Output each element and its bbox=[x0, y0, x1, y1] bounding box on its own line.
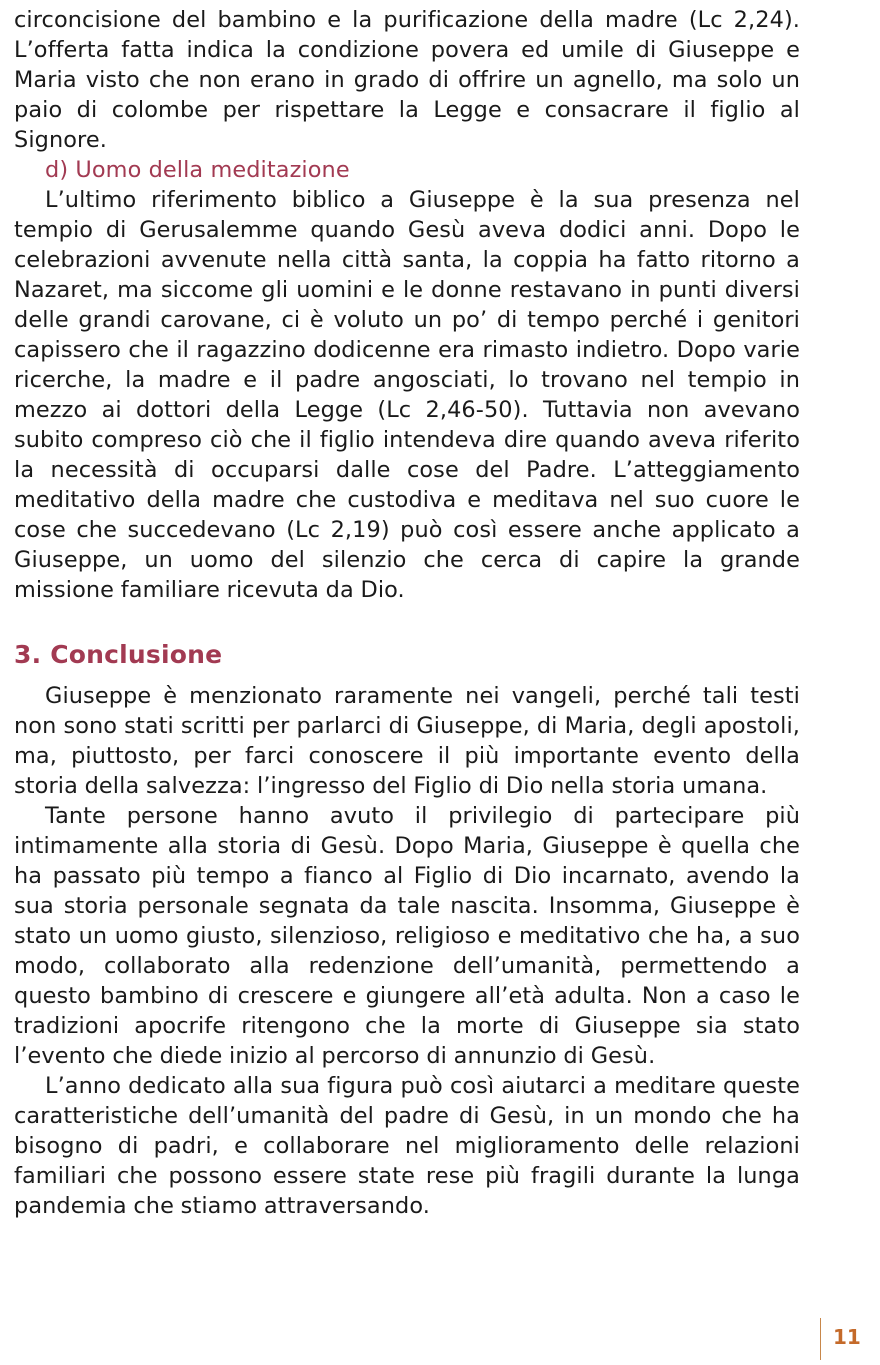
paragraph-intro: circoncisione del bambino e la purificazione della madre (Lc 2,24). L’offerta fatta indica la condizione povera ed umile di Giuseppe e Maria visto che non erano in grado di offrire un agnello, ma solo un paio di colombe per rispettare la Legge e consacrare il figlio al Signore. bbox=[14, 7, 800, 153]
subheading-meditazione: d) Uomo della meditazione bbox=[45, 157, 350, 183]
page-number: 11 bbox=[833, 1325, 861, 1349]
paragraph-conclusione-1: Giuseppe è menzionato raramente nei vangeli, perché tali testi non sono stati scritti per parlarci di Giuseppe, di Maria, degli apostoli, ma, piuttosto, per farci conoscere il più importante evento della storia della salvezza: l’ingresso del Figlio di Dio nella storia umana. bbox=[14, 683, 800, 799]
paragraph-meditazione: L’ultimo riferimento biblico a Giuseppe è la sua presenza nel tempio di Gerusalemme quando Gesù aveva dodici anni. Dopo le celebrazioni avvenute nella città santa, la coppia ha fatto ritorno a Nazaret, ma siccome gli uomini e le donne restavano in punti diversi delle grandi carovane, ci è voluto un po’ di tempo perché i genitori capissero che il ragazzino dodicenne era rimasto indietro. Dopo varie ricerche, la madre e il padre angosciati, lo trovano nel tempio in mezzo ai dottori della Legge (Lc 2,46-50). Tuttavia non avevano subito compreso ciò che il figlio intendeva dire quando aveva riferito la necessità di occuparsi dalle cose del Padre. L’atteggiamento meditativo della madre che custodiva e meditava nel suo cuore le cose che succedevano (Lc 2,19) può così essere anche applicato a Giuseppe, un uomo del silenzio che cerca di capire la grande missione familiare ricevuta da Dio. bbox=[14, 187, 800, 603]
page-number-divider bbox=[820, 1318, 821, 1360]
page-content bbox=[14, 5, 800, 1221]
paragraph-conclusione-3: L’anno dedicato alla sua figura può così aiutarci a meditare queste caratteristiche dell’umanità del padre di Gesù, in un mondo che ha bisogno di padri, e collaborare nel miglioramento delle relazioni familiari che possono essere state rese più fragili durante la lunga pandemia che stiamo attraversando. bbox=[14, 1073, 800, 1219]
paragraph-conclusione-2: Tante persone hanno avuto il privilegio di partecipare più intimamente alla storia di Gesù. Dopo Maria, Giuseppe è quella che ha passato più tempo a fianco al Figlio di Dio incarnato, avendo la sua storia personale segnata da tale nascita. Insomma, Giuseppe è stato un uomo giusto, silenzioso, religioso e meditativo che ha, a suo modo, collaborato alla redenzione dell’umanità, permettendo a questo bambino di crescere e giungere all’età adulta. Non a caso le tradizioni apocrife ritengono che la morte di Giuseppe sia stato l’evento che diede inizio al percorso di annunzio di Gesù. bbox=[14, 803, 800, 1069]
section-heading-conclusione: 3. Conclusione bbox=[14, 640, 223, 669]
